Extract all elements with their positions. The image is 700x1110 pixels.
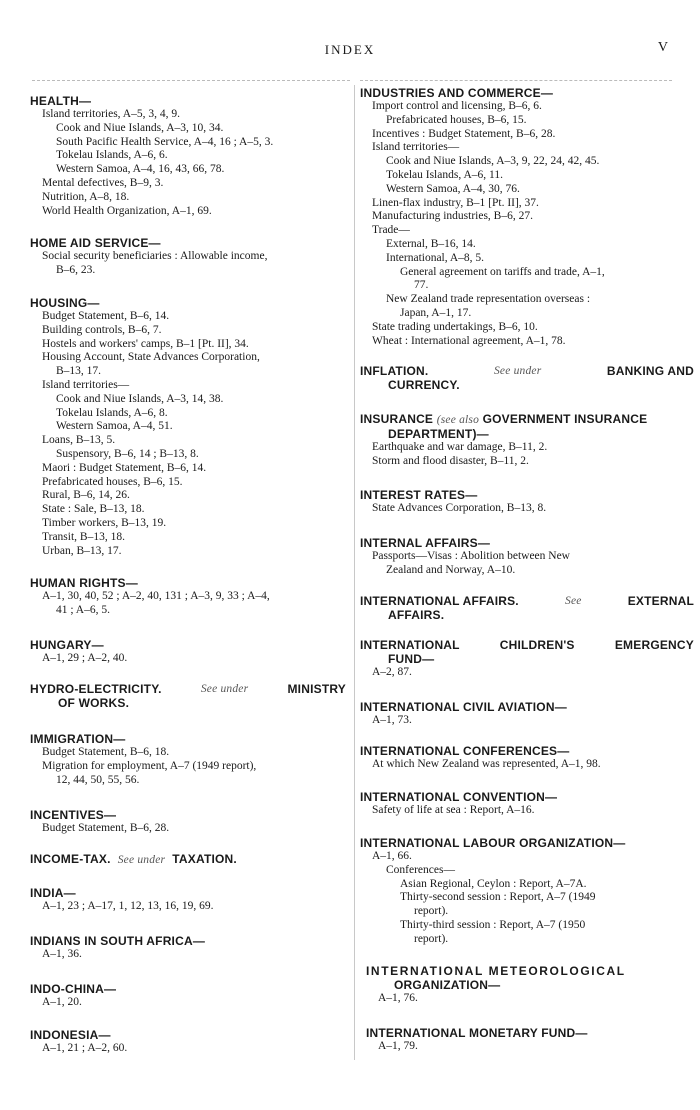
sub-entry: A–1, 73. (372, 714, 412, 726)
sub-entry: Suspensory, B–6, 14 ; B–13, 8. (56, 447, 199, 460)
index-entry-housing (30, 296, 346, 558)
heading-text: INFLATION. (360, 364, 429, 378)
entry-heading (360, 412, 694, 427)
sub-entry: A–1, 79. (378, 1040, 418, 1052)
sub-entry: Safety of life at sea : Report, A–16. (372, 804, 535, 816)
index-entry-hydro-electricity (30, 682, 346, 710)
sub-entry: New Zealand trade representation overseas : (386, 293, 591, 306)
see-reference: See under (200, 683, 249, 695)
sub-entry: Passports—Visas : Abolition between New (372, 550, 570, 562)
heading-text: INSURANCE (360, 412, 434, 426)
index-entry-interest-rates (360, 488, 694, 516)
index-entry-inflation (360, 364, 694, 392)
entry-heading (30, 852, 346, 867)
entry-heading-cont: ORGANIZATION— (394, 978, 501, 992)
sub-entry: Cook and Niue Islands, A–3, 10, 34. (56, 121, 224, 134)
entry-heading: INDIA— (30, 886, 76, 900)
index-entry-indians-south-africa (30, 934, 346, 962)
sub-entry: Social security beneficiaries : Allowable income, (42, 250, 268, 262)
entry-heading: IMMIGRATION— (30, 732, 126, 746)
sub-entry: report). (414, 905, 449, 918)
sub-entry: Tokelau Islands, A–6, 11. (386, 168, 503, 181)
sub-entry: Rural, B–6, 14, 26. (42, 489, 130, 502)
entry-heading: INTERNATIONAL CONFERENCES— (360, 744, 570, 758)
sub-entry: Storm and flood disaster, B–11, 2. (372, 454, 529, 467)
heading-text: GOVERNMENT INSURANCE (482, 412, 648, 426)
index-entry-indo-china (30, 982, 346, 1010)
sub-entry: Trade— (372, 224, 410, 237)
see-reference: (see also (436, 414, 480, 426)
index-entry-human-rights (30, 576, 346, 618)
sub-entry: 41 ; A–6, 5. (56, 603, 110, 616)
sub-entry: External, B–16, 14. (386, 237, 476, 250)
sub-entry: Transit, B–13, 18. (42, 530, 125, 543)
sub-entry: Maori : Budget Statement, B–6, 14. (42, 461, 207, 474)
sub-entry: 12, 44, 50, 55, 56. (56, 773, 140, 786)
heading-text: MINISTRY (287, 682, 346, 696)
sub-entry: B–13, 17. (56, 365, 102, 378)
sub-entry: Manufacturing industries, B–6, 27. (372, 210, 533, 223)
sub-entry: International, A–8, 5. (386, 251, 485, 264)
sub-entry: Tokelau Islands, A–6, 6. (56, 149, 168, 162)
sub-entry: Mental defectives, B–9, 3. (42, 176, 164, 189)
index-entry-internal-affairs (360, 536, 694, 578)
entry-heading: INTERNAL AFFAIRS— (360, 536, 491, 550)
sub-entry: 77. (414, 279, 429, 292)
header-rule-right (360, 80, 672, 81)
sub-entry: Island territories— (42, 378, 130, 391)
index-entry-hungary (30, 638, 346, 666)
entry-heading (30, 682, 346, 696)
sub-entry: State Advances Corporation, B–13, 8. (372, 502, 547, 514)
index-entry-intl-monetary-fund (366, 1026, 694, 1054)
sub-entry: Loans, B–13, 5. (42, 434, 116, 447)
index-entry-insurance (360, 412, 694, 469)
index-entry-intl-convention (360, 790, 694, 818)
sub-entry: State : Sale, B–13, 18. (42, 503, 145, 516)
index-entry-intl-civil-aviation (360, 700, 694, 728)
sub-entry: A–1, 36. (42, 948, 82, 960)
sub-entry: A–1, 30, 40, 52 ; A–2, 40, 131 ; A–3, 9, 33 ; A–4, (42, 590, 270, 602)
sub-entry: A–1, 76. (378, 992, 418, 1004)
header-rule-left (32, 80, 350, 81)
entry-heading: INTEREST RATES— (360, 488, 478, 502)
entry-heading: INCENTIVES— (30, 808, 117, 822)
entry-heading-cont: DEPARTMENT)— (388, 427, 489, 441)
entry-heading-cont: OF WORKS. (58, 696, 130, 710)
sub-entry: Cook and Niue Islands, A–3, 9, 22, 24, 42, 45. (386, 155, 600, 168)
sub-entry: Budget Statement, B–6, 14. (42, 310, 170, 322)
sub-entry: General agreement on tariffs and trade, A–1, (400, 265, 605, 278)
entry-heading: INDIANS IN SOUTH AFRICA— (30, 934, 206, 948)
sub-entry: A–1, 20. (42, 996, 82, 1008)
entry-heading: HOME AID SERVICE— (30, 236, 161, 250)
sub-entry: Japan, A–1, 17. (400, 306, 472, 319)
sub-entry: Western Samoa, A–4, 30, 76. (386, 182, 520, 195)
sub-entry: Budget Statement, B–6, 18. (42, 746, 170, 758)
entry-heading-cont: CURRENCY. (388, 378, 460, 392)
see-reference: See under (117, 854, 166, 866)
entry-heading: INDONESIA— (30, 1028, 111, 1042)
sub-entry: A–1, 29 ; A–2, 40. (42, 652, 128, 664)
sub-entry: Island territories, A–5, 3, 4, 9. (42, 108, 180, 120)
sub-entry: Asian Regional, Ceylon : Report, A–7A. (400, 877, 587, 890)
index-entry-intl-meteorological-org (366, 964, 694, 1006)
sub-entry: Thirty-third session : Report, A–7 (1950 (400, 918, 586, 931)
index-entry-international-affairs (360, 594, 694, 622)
column-divider (354, 85, 355, 1060)
index-entry-intl-labour-org (360, 836, 694, 947)
entry-heading: INDO-CHINA— (30, 982, 117, 996)
sub-entry: World Health Organization, A–1, 69. (42, 204, 212, 217)
sub-entry: Migration for employment, A–7 (1949 report), (42, 759, 257, 772)
heading-text: TAXATION. (172, 852, 237, 866)
entry-heading: INTERNATIONAL LABOUR ORGANIZATION— (360, 836, 626, 850)
sub-entry: A–1, 23 ; A–17, 1, 12, 13, 16, 19, 69. (42, 900, 214, 912)
sub-entry: A–1, 66. (372, 850, 412, 862)
sub-entry: Tokelau Islands, A–6, 8. (56, 406, 168, 419)
entry-heading: INTERNATIONAL CHILDREN'S EMERGENCY (360, 638, 694, 652)
sub-entry: Prefabricated houses, B–6, 15. (42, 475, 183, 488)
page-number: V (657, 40, 668, 55)
entry-heading: HOUSING— (30, 296, 100, 310)
entry-heading (360, 364, 694, 378)
entry-heading: HUMAN RIGHTS— (30, 576, 138, 590)
heading-text: BANKING AND (606, 364, 694, 378)
see-reference: See (565, 595, 582, 607)
page-header-title: INDEX (324, 42, 376, 57)
entry-heading-cont: FUND— (388, 652, 435, 666)
sub-entry: Linen-flax industry, B–1 [Pt. II], 37. (372, 196, 539, 209)
entry-heading-cont: AFFAIRS. (388, 608, 445, 622)
sub-entry: A–1, 21 ; A–2, 60. (42, 1042, 128, 1054)
sub-entry: Nutrition, A–8, 18. (42, 190, 130, 203)
sub-entry: Cook and Niue Islands, A–3, 14, 38. (56, 392, 224, 405)
sub-entry: Prefabricated houses, B–6, 15. (386, 113, 527, 126)
entry-heading: INTERNATIONAL METEOROLOGICAL (366, 964, 626, 978)
index-entry-home-aid (30, 236, 346, 278)
index-entry-intl-childrens-fund (360, 638, 694, 680)
sub-entry: Housing Account, State Advances Corporation, (42, 351, 260, 364)
sub-entry: Urban, B–13, 17. (42, 544, 122, 557)
sub-entry: Wheat : International agreement, A–1, 78. (372, 334, 566, 347)
index-entry-intl-conferences (360, 744, 694, 772)
sub-entry: Western Samoa, A–4, 16, 43, 66, 78. (56, 163, 225, 176)
sub-entry: Zealand and Norway, A–10. (386, 563, 516, 576)
index-entry-health (30, 94, 346, 218)
entry-heading: HUNGARY— (30, 638, 104, 652)
sub-entry: Budget Statement, B–6, 28. (42, 822, 170, 834)
sub-entry: Hostels and workers' camps, B–1 [Pt. II], 34. (42, 337, 249, 350)
entry-heading (360, 594, 694, 608)
sub-entry: State trading undertakings, B–6, 10. (372, 320, 538, 333)
entry-heading: INTERNATIONAL MONETARY FUND— (366, 1026, 588, 1040)
sub-entry: At which New Zealand was represented, A–1, 98. (372, 758, 601, 770)
sub-entry: Earthquake and war damage, B–11, 2. (372, 441, 548, 453)
index-entry-indonesia (30, 1028, 346, 1056)
sub-entry: Thirty-second session : Report, A–7 (1949 (400, 891, 596, 904)
index-entry-immigration (30, 732, 346, 787)
entry-heading: INTERNATIONAL CIVIL AVIATION— (360, 700, 567, 714)
sub-entry: B–6, 23. (56, 263, 96, 276)
sub-entry: Western Samoa, A–4, 51. (56, 420, 173, 433)
heading-text: HYDRO-ELECTRICITY. (30, 682, 162, 696)
index-entry-india (30, 886, 346, 914)
sub-entry: South Pacific Health Service, A–4, 16 ; A–5, 3. (56, 135, 274, 148)
see-reference: See under (493, 365, 542, 377)
index-entry-industries-commerce (360, 86, 694, 348)
sub-entry: A–2, 87. (372, 666, 412, 678)
entry-heading: INDUSTRIES AND COMMERCE— (360, 86, 554, 100)
index-entry-income-tax (30, 852, 346, 867)
sub-entry: Import control and licensing, B–6, 6. (372, 100, 542, 112)
sub-entry: report). (414, 932, 449, 945)
sub-entry: Building controls, B–6, 7. (42, 323, 162, 336)
index-entry-incentives (30, 808, 346, 836)
heading-text: INTERNATIONAL AFFAIRS. (360, 594, 519, 608)
sub-entry: Conferences— (386, 863, 455, 876)
sub-entry: Timber workers, B–13, 19. (42, 516, 167, 529)
entry-heading: HEALTH— (30, 94, 92, 108)
sub-entry: Island territories— (372, 141, 460, 154)
heading-text: EXTERNAL (627, 594, 694, 608)
heading-text: INCOME-TAX. (30, 852, 111, 866)
sub-entry: Incentives : Budget Statement, B–6, 28. (372, 127, 556, 140)
entry-heading: INTERNATIONAL CONVENTION— (360, 790, 558, 804)
